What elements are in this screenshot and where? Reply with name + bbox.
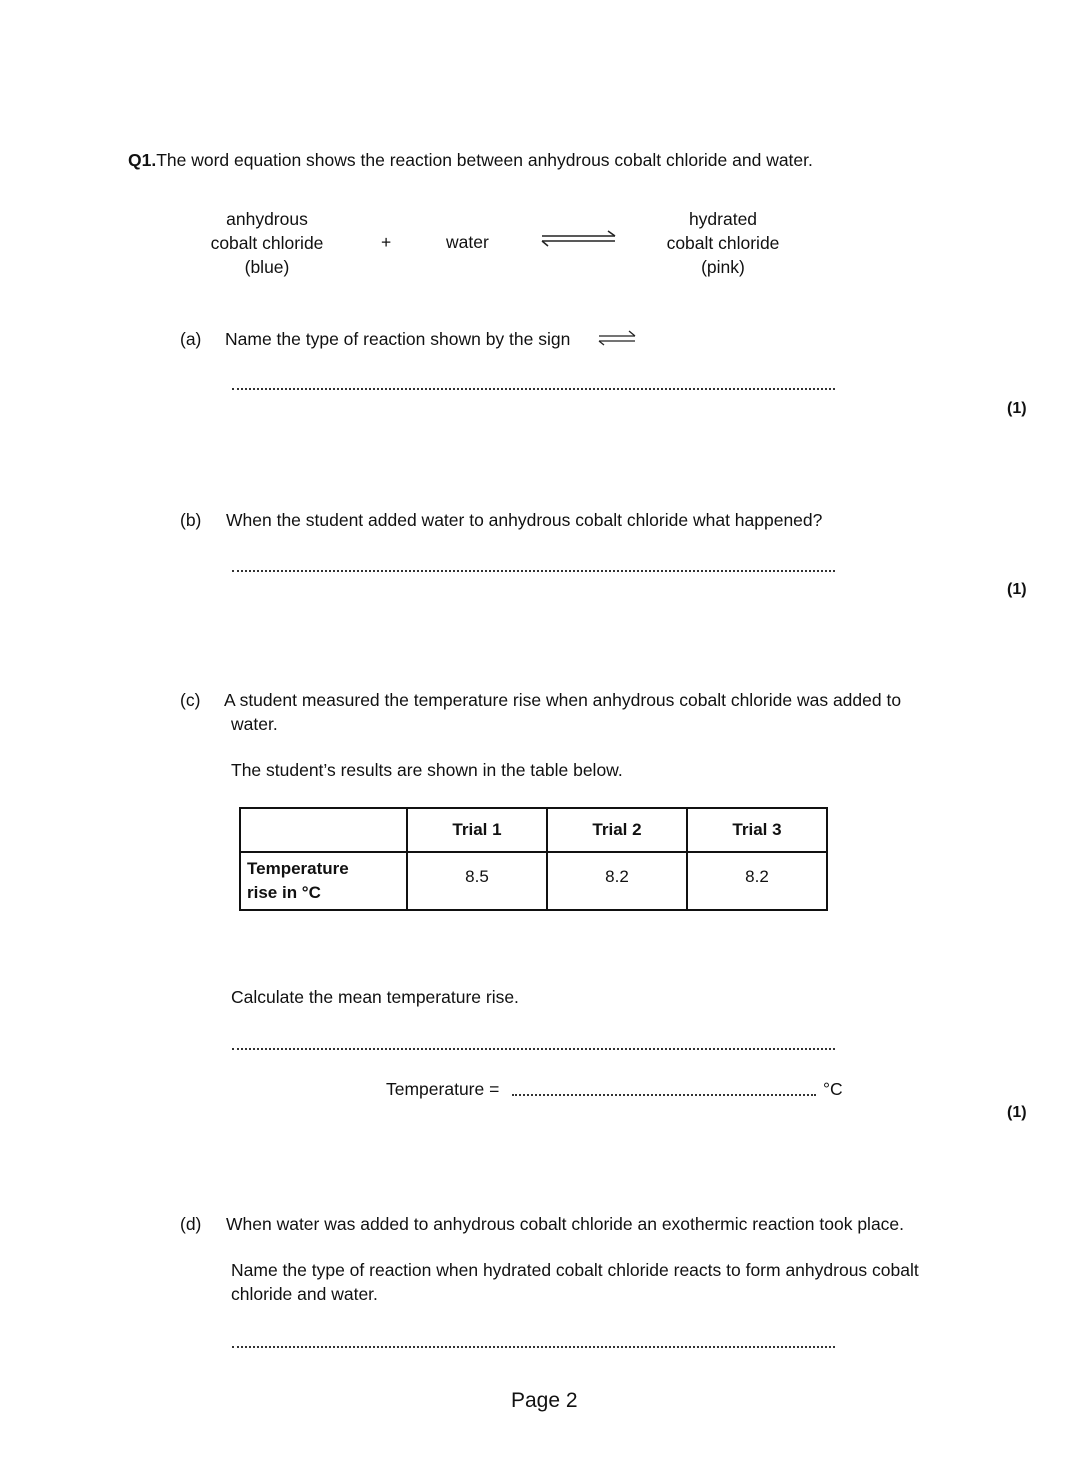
part-d-text: chloride and water. bbox=[231, 1284, 378, 1304]
table-header-row bbox=[240, 808, 827, 852]
equilibrium-arrow-icon bbox=[540, 230, 618, 248]
part-a-label: (a) bbox=[180, 329, 202, 349]
answer-line-b[interactable] bbox=[232, 570, 835, 572]
intro-text: The word equation shows the reaction between anhydrous cobalt chloride and water. bbox=[156, 150, 813, 170]
value-cell: 8.2 bbox=[687, 852, 827, 910]
header-cell bbox=[240, 808, 407, 852]
answer-line-c[interactable] bbox=[512, 1094, 816, 1096]
answer-label: Temperature = bbox=[386, 1079, 500, 1099]
part-b-label: (b) bbox=[180, 510, 202, 530]
equilibrium-sign-icon bbox=[597, 329, 637, 347]
reactant-1-line: anhydrous bbox=[226, 209, 308, 229]
value-cell: 8.5 bbox=[407, 852, 547, 910]
table-row bbox=[240, 852, 827, 910]
part-d-label: (d) bbox=[180, 1214, 202, 1234]
product-line: (pink) bbox=[701, 257, 745, 277]
page-number: Page 2 bbox=[511, 1389, 578, 1412]
header-cell: Trial 2 bbox=[547, 808, 687, 852]
part-b-text: When the student added water to anhydrous cobalt chloride what happened? bbox=[226, 510, 823, 530]
question-number: Q1. bbox=[128, 150, 157, 170]
reactant-1-line: cobalt chloride bbox=[210, 233, 324, 253]
working-line-c[interactable] bbox=[232, 1048, 835, 1050]
part-c-text: water. bbox=[231, 714, 278, 734]
plus-sign: + bbox=[381, 232, 392, 252]
reactant-2: water bbox=[446, 232, 489, 252]
question-intro bbox=[128, 150, 813, 171]
reactant-1 bbox=[197, 207, 337, 279]
row-label bbox=[240, 852, 407, 910]
marks-b: (1) bbox=[1007, 581, 1027, 598]
part-d-text: When water was added to anhydrous cobalt chloride an exothermic reaction took place. bbox=[226, 1214, 905, 1234]
part-d-text: Name the type of reaction when hydrated cobalt chloride reacts to form anhydrous cobalt bbox=[231, 1260, 919, 1280]
answer-line-d[interactable] bbox=[232, 1346, 835, 1348]
part-a-text: Name the type of reaction shown by the sign bbox=[225, 329, 571, 349]
marks-c: (1) bbox=[1007, 1104, 1027, 1121]
header-cell: Trial 1 bbox=[407, 808, 547, 852]
results-table bbox=[239, 807, 828, 911]
product-line: hydrated bbox=[688, 209, 758, 229]
row-label-line: Temperature bbox=[247, 859, 349, 878]
reactant-1-line: (blue) bbox=[244, 257, 290, 277]
unit-label: °C bbox=[823, 1079, 843, 1099]
value-cell: 8.2 bbox=[547, 852, 687, 910]
part-c-label: (c) bbox=[180, 690, 201, 710]
header-cell: Trial 3 bbox=[687, 808, 827, 852]
marks-a: (1) bbox=[1007, 400, 1027, 417]
product bbox=[653, 207, 793, 279]
row-label-line: rise in °C bbox=[247, 883, 321, 902]
part-c-calc: Calculate the mean temperature rise. bbox=[231, 987, 519, 1007]
product-line: cobalt chloride bbox=[666, 233, 780, 253]
answer-line-a[interactable] bbox=[232, 388, 835, 390]
part-c-text: A student measured the temperature rise when anhydrous cobalt chloride was added to bbox=[224, 690, 902, 710]
part-c-text: The student’s results are shown in the table below. bbox=[231, 760, 623, 780]
